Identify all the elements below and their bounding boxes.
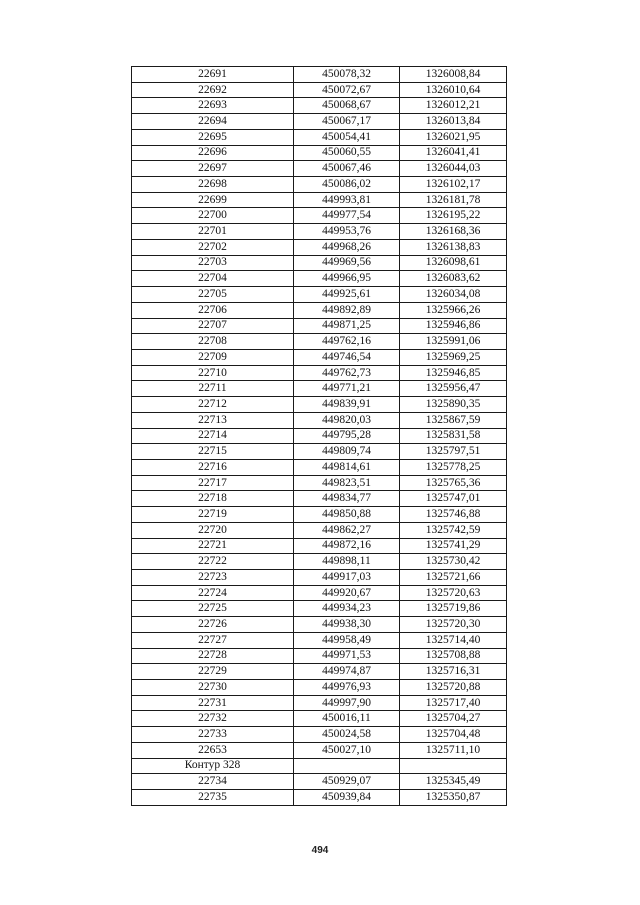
table-row <box>132 585 507 601</box>
x-coordinate-cell <box>294 758 400 774</box>
point-number-cell: 22719 <box>132 507 294 523</box>
x-coordinate-cell: 449771,21 <box>294 381 400 397</box>
point-number-cell: 22721 <box>132 538 294 554</box>
point-number-cell: 22732 <box>132 711 294 727</box>
x-coordinate-cell: 449834,77 <box>294 491 400 507</box>
x-coordinate-cell: 450027,10 <box>294 742 400 758</box>
table-row <box>132 349 507 365</box>
point-number-cell: 22733 <box>132 727 294 743</box>
point-number-cell: 22715 <box>132 444 294 460</box>
point-number-cell: 22726 <box>132 617 294 633</box>
table-row <box>132 570 507 586</box>
y-coordinate-cell: 1326013,84 <box>400 114 507 130</box>
y-coordinate-cell: 1325720,63 <box>400 585 507 601</box>
table-row <box>132 82 507 98</box>
table-row <box>132 695 507 711</box>
y-coordinate-cell: 1326168,36 <box>400 224 507 240</box>
table-row <box>132 491 507 507</box>
y-coordinate-cell: 1325730,42 <box>400 554 507 570</box>
x-coordinate-cell: 449966,95 <box>294 271 400 287</box>
x-coordinate-cell: 449968,26 <box>294 239 400 255</box>
table-row <box>132 601 507 617</box>
x-coordinate-cell: 449762,73 <box>294 365 400 381</box>
x-coordinate-cell: 449917,03 <box>294 570 400 586</box>
y-coordinate-cell: 1325714,40 <box>400 632 507 648</box>
table-row <box>132 742 507 758</box>
point-number-cell: 22720 <box>132 522 294 538</box>
x-coordinate-cell: 449898,11 <box>294 554 400 570</box>
point-number-cell: 22703 <box>132 255 294 271</box>
point-number-cell: 22712 <box>132 397 294 413</box>
point-number-cell: 22730 <box>132 680 294 696</box>
point-number-cell: 22705 <box>132 287 294 303</box>
x-coordinate-cell: 449971,53 <box>294 648 400 664</box>
point-number-cell: 22701 <box>132 224 294 240</box>
table-row <box>132 224 507 240</box>
point-number-cell: 22711 <box>132 381 294 397</box>
y-coordinate-cell: 1326181,78 <box>400 192 507 208</box>
table-row <box>132 507 507 523</box>
x-coordinate-cell: 449850,88 <box>294 507 400 523</box>
table-row <box>132 632 507 648</box>
x-coordinate-cell: 449814,61 <box>294 459 400 475</box>
y-coordinate-cell: 1326138,83 <box>400 239 507 255</box>
table-row <box>132 334 507 350</box>
x-coordinate-cell: 449976,93 <box>294 680 400 696</box>
table-row <box>132 271 507 287</box>
table-row <box>132 318 507 334</box>
table-row <box>132 711 507 727</box>
y-coordinate-cell: 1325890,35 <box>400 397 507 413</box>
table-row <box>132 129 507 145</box>
table-row <box>132 648 507 664</box>
y-coordinate-cell: 1326021,95 <box>400 129 507 145</box>
x-coordinate-cell: 449958,49 <box>294 632 400 648</box>
point-number-cell: Контур 328 <box>132 758 294 774</box>
y-coordinate-cell: 1325708,88 <box>400 648 507 664</box>
table-row <box>132 774 507 790</box>
point-number-cell: 22691 <box>132 67 294 83</box>
x-coordinate-cell: 449820,03 <box>294 412 400 428</box>
y-coordinate-cell: 1325969,25 <box>400 349 507 365</box>
point-number-cell: 22718 <box>132 491 294 507</box>
table-row <box>132 67 507 83</box>
x-coordinate-cell: 450016,11 <box>294 711 400 727</box>
y-coordinate-cell: 1325956,47 <box>400 381 507 397</box>
y-coordinate-cell: 1326102,17 <box>400 177 507 193</box>
point-number-cell: 22710 <box>132 365 294 381</box>
y-coordinate-cell: 1326034,08 <box>400 287 507 303</box>
table-row <box>132 208 507 224</box>
coordinates-table-body <box>132 67 507 806</box>
y-coordinate-cell: 1325720,30 <box>400 617 507 633</box>
point-number-cell: 22734 <box>132 774 294 790</box>
y-coordinate-cell: 1325350,87 <box>400 790 507 806</box>
x-coordinate-cell: 450072,67 <box>294 82 400 98</box>
x-coordinate-cell: 449871,25 <box>294 318 400 334</box>
page-number: 494 <box>311 845 329 856</box>
x-coordinate-cell: 450929,07 <box>294 774 400 790</box>
x-coordinate-cell: 450067,46 <box>294 161 400 177</box>
x-coordinate-cell: 449892,89 <box>294 302 400 318</box>
point-number-cell: 22729 <box>132 664 294 680</box>
table-row <box>132 114 507 130</box>
table-row <box>132 444 507 460</box>
table-row <box>132 617 507 633</box>
x-coordinate-cell: 449997,90 <box>294 695 400 711</box>
x-coordinate-cell: 449762,16 <box>294 334 400 350</box>
y-coordinate-cell: 1325778,25 <box>400 459 507 475</box>
y-coordinate-cell: 1326010,64 <box>400 82 507 98</box>
table-row <box>132 98 507 114</box>
table-row <box>132 161 507 177</box>
table-row <box>132 365 507 381</box>
x-coordinate-cell: 450939,84 <box>294 790 400 806</box>
point-number-cell: 22693 <box>132 98 294 114</box>
y-coordinate-cell: 1326044,03 <box>400 161 507 177</box>
y-coordinate-cell: 1326008,84 <box>400 67 507 83</box>
y-coordinate-cell: 1325717,40 <box>400 695 507 711</box>
y-coordinate-cell: 1325991,06 <box>400 334 507 350</box>
y-coordinate-cell: 1325704,27 <box>400 711 507 727</box>
table-row <box>132 192 507 208</box>
table-row <box>132 145 507 161</box>
table-row <box>132 287 507 303</box>
y-coordinate-cell: 1325720,88 <box>400 680 507 696</box>
x-coordinate-cell: 450067,17 <box>294 114 400 130</box>
x-coordinate-cell: 449872,16 <box>294 538 400 554</box>
x-coordinate-cell: 449953,76 <box>294 224 400 240</box>
y-coordinate-cell: 1325946,86 <box>400 318 507 334</box>
y-coordinate-cell: 1325716,31 <box>400 664 507 680</box>
table-row <box>132 758 507 774</box>
point-number-cell: 22696 <box>132 145 294 161</box>
point-number-cell: 22717 <box>132 475 294 491</box>
point-number-cell: 22697 <box>132 161 294 177</box>
point-number-cell: 22724 <box>132 585 294 601</box>
x-coordinate-cell: 449746,54 <box>294 349 400 365</box>
x-coordinate-cell: 449809,74 <box>294 444 400 460</box>
y-coordinate-cell: 1326098,61 <box>400 255 507 271</box>
x-coordinate-cell: 450068,67 <box>294 98 400 114</box>
y-coordinate-cell: 1325867,59 <box>400 412 507 428</box>
table-row <box>132 554 507 570</box>
point-number-cell: 22698 <box>132 177 294 193</box>
point-number-cell: 22706 <box>132 302 294 318</box>
point-number-cell: 22704 <box>132 271 294 287</box>
point-number-cell: 22653 <box>132 742 294 758</box>
x-coordinate-cell: 449823,51 <box>294 475 400 491</box>
x-coordinate-cell: 450060,55 <box>294 145 400 161</box>
y-coordinate-cell: 1325797,51 <box>400 444 507 460</box>
table-row <box>132 522 507 538</box>
table-row <box>132 239 507 255</box>
y-coordinate-cell: 1325741,29 <box>400 538 507 554</box>
point-number-cell: 22699 <box>132 192 294 208</box>
point-number-cell: 22707 <box>132 318 294 334</box>
table-row <box>132 538 507 554</box>
x-coordinate-cell: 449977,54 <box>294 208 400 224</box>
table-row <box>132 680 507 696</box>
y-coordinate-cell: 1325704,48 <box>400 727 507 743</box>
x-coordinate-cell: 449934,23 <box>294 601 400 617</box>
table-row <box>132 428 507 444</box>
table-row <box>132 475 507 491</box>
point-number-cell: 22728 <box>132 648 294 664</box>
x-coordinate-cell: 450078,32 <box>294 67 400 83</box>
x-coordinate-cell: 450054,41 <box>294 129 400 145</box>
y-coordinate-cell: 1326195,22 <box>400 208 507 224</box>
coordinates-table <box>131 66 507 806</box>
table-row <box>132 381 507 397</box>
y-coordinate-cell: 1325831,58 <box>400 428 507 444</box>
point-number-cell: 22731 <box>132 695 294 711</box>
x-coordinate-cell: 450024,58 <box>294 727 400 743</box>
point-number-cell: 22716 <box>132 459 294 475</box>
point-number-cell: 22709 <box>132 349 294 365</box>
x-coordinate-cell: 449974,87 <box>294 664 400 680</box>
table-row <box>132 790 507 806</box>
x-coordinate-cell: 449795,28 <box>294 428 400 444</box>
table-row <box>132 255 507 271</box>
point-number-cell: 22702 <box>132 239 294 255</box>
x-coordinate-cell: 450086,02 <box>294 177 400 193</box>
y-coordinate-cell: 1325746,88 <box>400 507 507 523</box>
x-coordinate-cell: 449839,91 <box>294 397 400 413</box>
y-coordinate-cell: 1326012,21 <box>400 98 507 114</box>
point-number-cell: 22725 <box>132 601 294 617</box>
point-number-cell: 22695 <box>132 129 294 145</box>
point-number-cell: 22723 <box>132 570 294 586</box>
point-number-cell: 22692 <box>132 82 294 98</box>
y-coordinate-cell: 1325345,49 <box>400 774 507 790</box>
y-coordinate-cell: 1325711,10 <box>400 742 507 758</box>
point-number-cell: 22722 <box>132 554 294 570</box>
table-row <box>132 397 507 413</box>
point-number-cell: 22713 <box>132 412 294 428</box>
y-coordinate-cell: 1325719,86 <box>400 601 507 617</box>
table-row <box>132 459 507 475</box>
y-coordinate-cell: 1325747,01 <box>400 491 507 507</box>
x-coordinate-cell: 449938,30 <box>294 617 400 633</box>
y-coordinate-cell: 1325742,59 <box>400 522 507 538</box>
x-coordinate-cell: 449920,67 <box>294 585 400 601</box>
table-row <box>132 302 507 318</box>
y-coordinate-cell: 1325966,26 <box>400 302 507 318</box>
y-coordinate-cell: 1326083,62 <box>400 271 507 287</box>
y-coordinate-cell: 1325721,66 <box>400 570 507 586</box>
y-coordinate-cell <box>400 758 507 774</box>
x-coordinate-cell: 449969,56 <box>294 255 400 271</box>
table-row <box>132 664 507 680</box>
table-row <box>132 727 507 743</box>
y-coordinate-cell: 1325765,36 <box>400 475 507 491</box>
point-number-cell: 22708 <box>132 334 294 350</box>
table-row <box>132 412 507 428</box>
point-number-cell: 22700 <box>132 208 294 224</box>
point-number-cell: 22727 <box>132 632 294 648</box>
y-coordinate-cell: 1326041,41 <box>400 145 507 161</box>
point-number-cell: 22735 <box>132 790 294 806</box>
x-coordinate-cell: 449993,81 <box>294 192 400 208</box>
point-number-cell: 22694 <box>132 114 294 130</box>
x-coordinate-cell: 449862,27 <box>294 522 400 538</box>
x-coordinate-cell: 449925,61 <box>294 287 400 303</box>
table-row <box>132 177 507 193</box>
point-number-cell: 22714 <box>132 428 294 444</box>
y-coordinate-cell: 1325946,85 <box>400 365 507 381</box>
